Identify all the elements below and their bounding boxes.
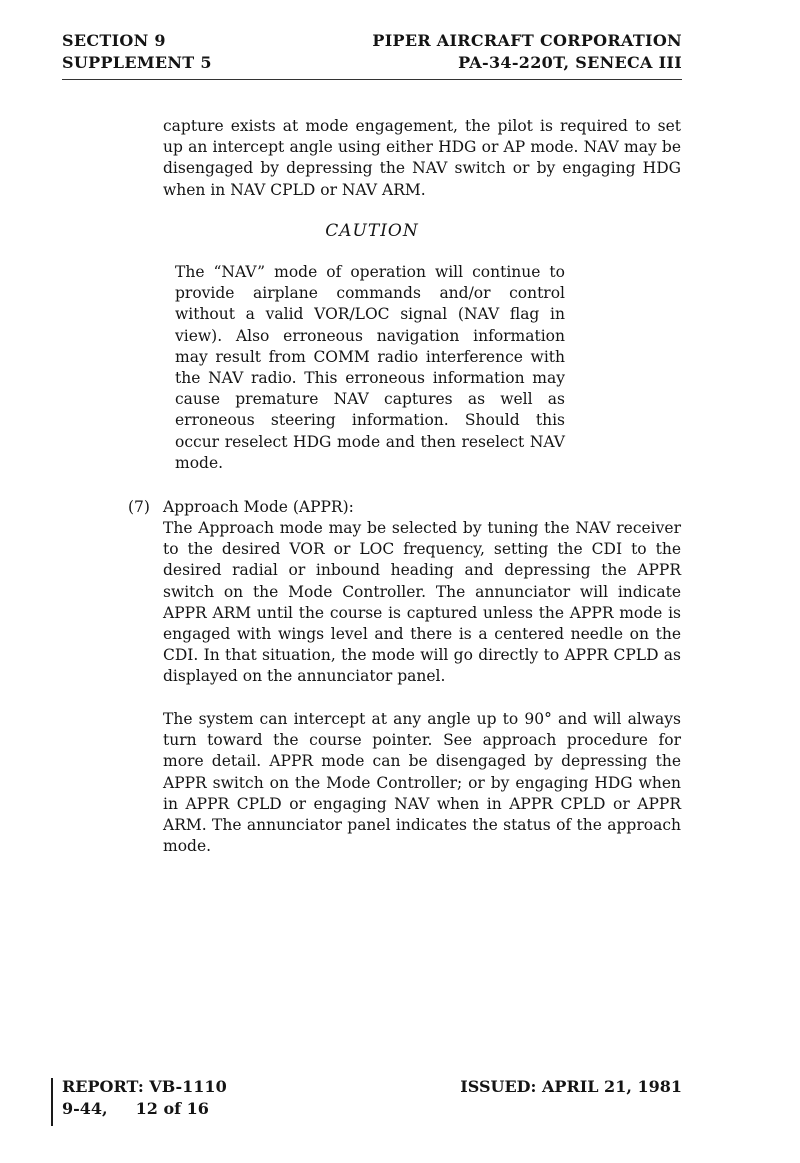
page-number: 9-44, <box>62 1099 108 1118</box>
section-label: SECTION 9 <box>62 31 166 50</box>
header-divider <box>62 79 682 80</box>
header-left <box>62 30 212 74</box>
page-header <box>62 30 682 78</box>
page-count: 12 of 16 <box>135 1099 209 1118</box>
page-footer <box>62 1076 682 1126</box>
approach-paragraph-2: The system can intercept at any angle up to 90° and will always turn toward the course pointer. See approach procedure for more detail. APPR mode can be disengaged by depressing the APPR switch on the Mode Controller; or by engaging HDG when in APPR CPLD or engaging NAV when in APPR CPLD or APPR ARM. The annunciator panel indicates the status of the approach mode. <box>163 710 681 856</box>
revision-bar <box>51 1078 53 1126</box>
company-name: PIPER AIRCRAFT CORPORATION <box>372 31 682 50</box>
report-number: REPORT: VB-1110 <box>62 1077 227 1096</box>
item-title: Approach Mode (APPR): <box>163 498 354 516</box>
caution-paragraph: The “NAV” mode of operation will continue to provide airplane commands and/or control without a valid VOR/LOC signal (NAV flag in view). Also erroneous navigation information may result from COMM radio interference with the NAV radio. This erroneous information may cause premature NAV captures as well as erroneous steering information. Should this occur reselect HDG mode and then reselect NAV mode. <box>175 263 565 472</box>
approach-paragraph-1: The Approach mode may be selected by tuning the NAV receiver to the desired VOR or LOC frequency, setting the CDI to the desired radial or inbound heading and depressing the APPR switch on the Mode Controller. The annunciator will indicate APPR ARM until the course is captured unless the APPR mode is engaged with wings level and there is a centered needle on the CDI. In that situation, the mode will go directly to APPR CPLD as displayed on the annunciator panel. <box>163 519 681 686</box>
page-info <box>62 1098 227 1120</box>
intro-paragraph: capture exists at mode engagement, the pilot is required to set up an intercept angle using either HDG or AP mode. NAV may be disengaged by depressing the NAV switch or by engaging HDG when in NAV CPLD or NAV ARM. <box>163 117 681 199</box>
aircraft-model: PA-34-220T, SENECA III <box>458 53 682 72</box>
issued-date: ISSUED: APRIL 21, 1981 <box>460 1077 682 1096</box>
caution-heading: CAUTION <box>325 221 419 241</box>
supplement-label: SUPPLEMENT 5 <box>62 53 212 72</box>
header-right <box>372 30 682 74</box>
item-number: (7) <box>128 498 150 516</box>
footer-left <box>62 1076 227 1120</box>
